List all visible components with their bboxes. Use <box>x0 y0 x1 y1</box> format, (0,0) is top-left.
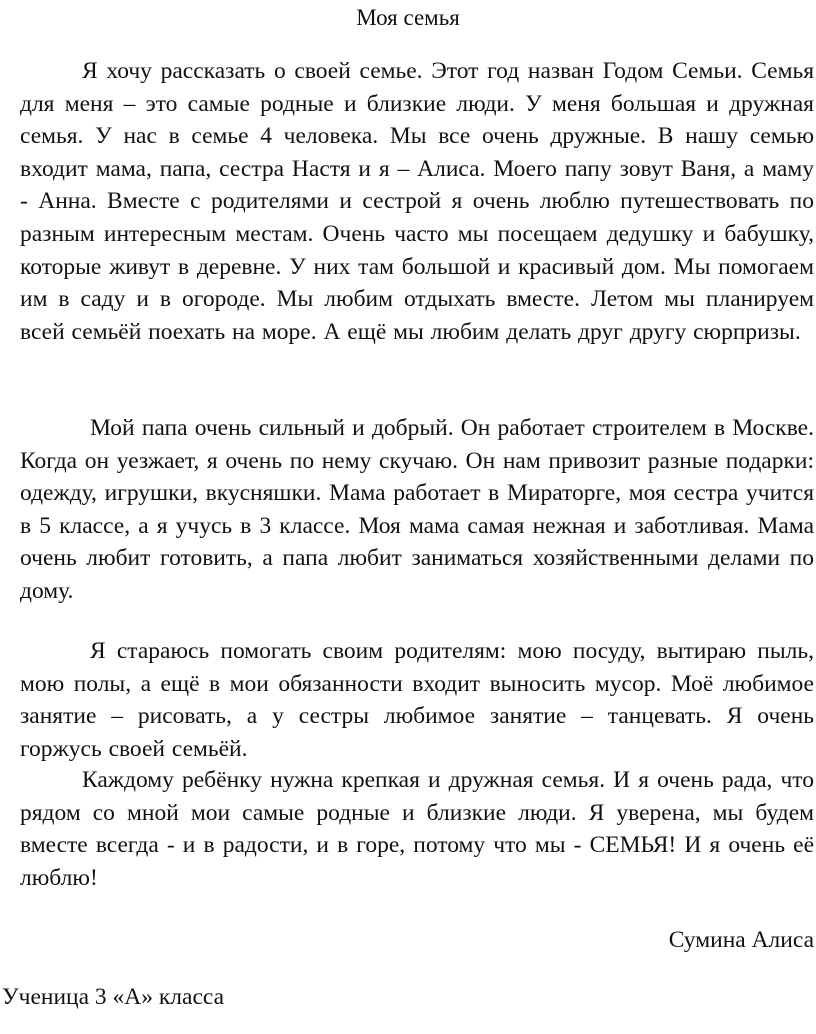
paragraph-intro: Я хочу рассказать о своей семье. Этот год назван Годом Семьи. Семья для меня – это самые родные и близкие люди. У меня большая и дружная семья. У нас в семье 4 человека. Мы все очень дружные. В нашу семью входит мама, папа, сестра Настя и я – Алиса. Моего папу зовут Ваня, а маму - Анна. Вместе с родителями и сестрой я очень люблю путешествовать по разным интересным местам. Очень часто мы посещаем дедушку и бабушку, которые живут в деревне. У них там большой и красивый дом. Мы помогаем им в саду и в огороде. Мы любим отдыхать вместе. Летом мы планируем всей семьёй поехать на море. А ещё мы любим делать друг другу сюрпризы. <box>20 58 814 345</box>
author-class: Ученица 3 «А» класса <box>2 984 225 1010</box>
paragraph-conclusion: Каждому ребёнку нужна крепкая и дружная семья. И я очень рада, что рядом со мной мои самые родные и близкие люди. Я уверена, мы будем вместе всегда - и в радости, и в горе, потому что мы - СЕМЬЯ! И я очень её люблю! <box>20 767 814 891</box>
paragraph-chores: Я стараюсь помогать своим родителям: мою посуду, вытираю пыль, мою полы, а ещё в мои обязанности входит выносить мусор. Моё любимое занятие – рисовать, а у сестры любимое занятие – танцевать. Я очень горжусь своей семьёй. <box>20 638 814 762</box>
document-title: Моя семья <box>356 5 460 30</box>
paragraph-parents: Мой папа очень сильный и добрый. Он работает строителем в Москве. Когда он уезжает, я очень по нему скучаю. Он нам привозит разные подарки: одежду, игрушки, вкусняшки. Мама работает в Мираторге, моя сестра учится в 5 классе, а я учусь в 3 классе. Моя мама самая нежная и заботливая. Мама очень любит готовить, а папа любит заниматься хозяйственными делами по дому. <box>20 415 814 604</box>
author-signature: Сумина Алиса <box>668 927 814 953</box>
